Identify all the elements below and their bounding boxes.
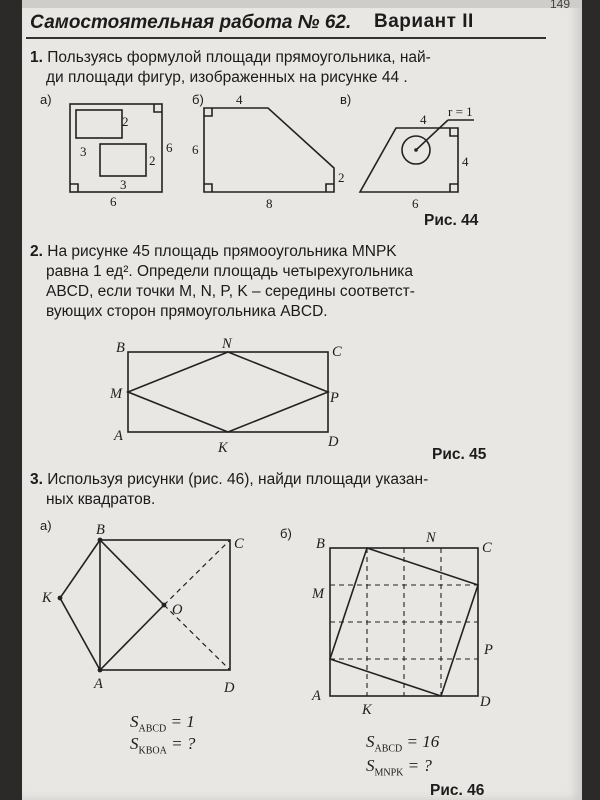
fig45-label-d: D [328,434,339,450]
task1-line1: Пользуясь формулой площади прямоугольника, най- [47,49,431,66]
fig44a-label-rect2-w: 3 [120,177,127,192]
task1-sub-b: б) [192,92,204,107]
fig45-rect-abcd [128,352,328,432]
fig44b-label-top: 4 [236,92,243,107]
fig45-label-c: C [332,344,342,360]
formula-b-s2-val: = ? [403,756,432,775]
fig46b-label-m: M [312,586,325,602]
work-title: Самостоятельная работа № 62. [30,12,352,33]
fig44a-rect-1 [76,110,122,138]
fig46b-label-d: D [480,694,491,710]
task2-line1: На рисунке 45 площадь прямооугольника MNPK [47,243,397,260]
fig45-label-a: A [114,428,123,444]
task2-line4: вующих сторон прямоугольника ABCD. [46,303,328,320]
formula-b-s1: S [366,732,375,751]
fig44c-right-angle-tr [450,128,458,136]
fig44b-label-bottom: 8 [266,196,273,211]
fig44b-pentagon [204,108,334,192]
fig45-label-p: P [330,390,339,406]
fig44b-label-right: 2 [338,170,345,185]
formula-b-s1-sub: ABCD [374,743,403,755]
fig44c-center-dot [414,148,418,152]
fig44a-label-rect1-h: 2 [122,114,129,129]
fig44c-label-right: 4 [462,154,469,169]
formula-b-abcd [366,732,439,754]
task3-line1: Используя рисунки (рис. 46), найди площади указан- [47,471,429,488]
fig44-caption: Рис. 44 [424,212,479,229]
task1-line2: ди площади фигур, изображенных на рисунке 44 . [46,69,408,86]
task2-line3: ABCD, если точки M, N, P, K – середины соответст- [46,283,415,300]
fig44a-label-rect2-h: 2 [149,153,156,168]
task3-sub-a: а) [40,518,52,533]
formula-a-s1: S [130,712,139,731]
task1-sub-a: а) [40,92,52,107]
fig45-label-n: N [222,336,232,352]
formula-a-kboa [130,734,195,756]
fig44a-right-angle-tr [154,104,162,112]
page-number: 149 [549,0,570,11]
fig44c-label-top: 4 [420,112,427,127]
fig44c-label-bottom: 6 [412,196,419,211]
formula-b-mnpk [366,756,432,778]
task3-number: 3. [30,471,43,488]
formula-a-abcd [130,712,195,734]
fig46a-label-d: D [224,680,235,696]
figures-canvas [22,0,582,800]
formula-a-s2-sub: KBOA [138,745,167,757]
fig44a-right-angle-bl [70,184,78,192]
variant-label: Вариант II [374,11,474,32]
formula-b-s2: S [366,756,375,775]
fig45-rhombus-mnpk [128,352,328,432]
fig45-caption: Рис. 45 [432,446,487,463]
fig44c-label-radius: r = 1 [448,104,473,119]
fig44a-rect-2 [100,144,146,176]
fig45-label-k: K [218,440,228,456]
fig45-label-m: M [110,386,123,402]
fig46b-label-c: C [482,540,492,556]
fig46a-label-a: A [94,676,103,692]
fig44a-label-bottom: 6 [110,194,117,209]
task2-text [30,242,415,322]
fig44b-right-angle-bl [204,184,212,192]
fig46b-label-b: B [316,536,325,552]
task2-number: 2. [30,243,43,260]
fig46a-quad-kboa [60,540,164,670]
task2-line2: равна 1 ед². Определи площадь четырехугольника [46,263,414,280]
fig46-caption: Рис. 46 [430,782,485,799]
fig44a-label-left-gap: 3 [80,144,87,159]
textbook-page [22,0,582,800]
task1-number: 1. [30,49,43,66]
formula-a-s2-val: = ? [166,734,196,753]
formula-b-s2-sub: MNPK [374,767,404,779]
fig44b-right-angle-tl [204,108,212,116]
fig45-label-b: B [116,340,125,356]
formula-a-s2: S [130,734,139,753]
fig46b-label-p: P [484,642,493,658]
fig44b-label-left: 6 [192,142,199,157]
fig46b-label-k: K [362,702,372,718]
fig44a-label-side: 6 [166,140,173,155]
fig46b-label-n: N [426,530,436,546]
task3-sub-b: б) [280,526,292,541]
fig46a-label-b: B [96,522,105,538]
fig46a-label-o: O [172,602,183,618]
formula-a-s1-val: = 1 [166,712,195,731]
formula-a-s1-sub: ABCD [138,723,167,735]
fig44c-right-angle-br [450,184,458,192]
formula-b-s1-val: = 16 [402,732,440,751]
fig46a-label-c: C [234,536,244,552]
task3-text [30,470,428,510]
fig46b-label-a: A [312,688,321,704]
fig46a-label-k: K [42,590,52,606]
fig46a-diagonal-oc [164,540,230,605]
fig46b-grid [330,548,478,696]
task3-line2: ных квадратов. [46,491,156,508]
task1-sub-c: в) [340,92,352,107]
fig44b-right-angle-br [326,184,334,192]
